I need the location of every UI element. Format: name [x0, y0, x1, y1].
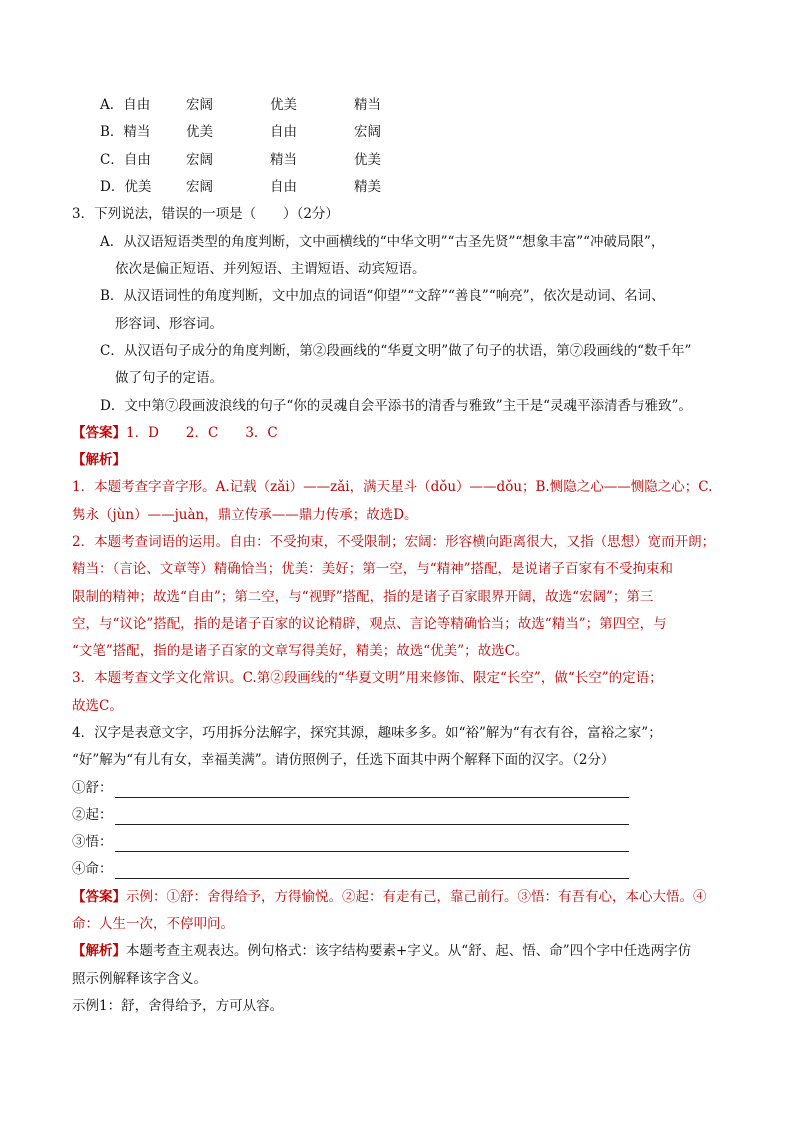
option-label: B．精当 — [100, 124, 151, 140]
explanation-2-line-1: 2．本题考查词语的运用。自由：不受拘束，不受限制；宏阔：形容横向距离很大，又指（思想）宽而开朗； — [72, 534, 716, 550]
q3-option-c: C．从汉语句子成分的角度判断，第②段画线的“华夏文明”做了句子的状语，第⑦段画线的“数千年” — [100, 343, 692, 359]
option-word: 宏阔 — [186, 152, 213, 168]
blank-label: ④命： — [72, 861, 113, 877]
q3-option-d: D．文中第⑦段画波浪线的句子“你的灵魂自会平添书的清香与雅致”主干是“灵魂平添清香与雅致”。 — [100, 398, 692, 414]
answer-line — [72, 423, 752, 443]
q2-option-d — [100, 177, 780, 197]
option-label: C．自由 — [100, 152, 151, 168]
q3-option-a: A．从汉语短语类型的角度判断，文中画横线的“中华文明”“古圣先贤”“想象丰富”“冲破局限”， — [100, 234, 665, 250]
option-word: 精当 — [354, 97, 381, 113]
q3-option-a-cont: 依次是偏正短语、并列短语、主谓短语、动宾短语。 — [115, 261, 426, 277]
blank-label: ②起： — [72, 807, 113, 823]
option-word: 优美 — [186, 124, 213, 140]
option-word: 宏阔 — [186, 97, 213, 113]
explanation-1-line-1: 1．本题考查字音字形。A.记载（zǎi）——zǎi，满天星斗（dǒu）——dǒu；B.恻隐之心——恻隐之心；C. — [72, 479, 713, 495]
q4-blank-2 — [72, 805, 752, 825]
option-word: 宏阔 — [354, 124, 381, 140]
analysis-4-line-1 — [72, 941, 752, 961]
option-word: 自由 — [270, 179, 297, 195]
answer-blank-line[interactable] — [115, 810, 629, 825]
q4-stem-line-1: 4．汉字是表意文字，巧用拆分法解字，探究其源，趣味多多。如“裕”解为“有衣有谷，富裕之家”； — [72, 725, 662, 741]
explanation-2-line-4: 空，与“议论”搭配，指的是诸子百家的议论精辟，观点、言论等精确恰当；故选“精当”；第四空，与 — [72, 616, 667, 632]
explanation-1-line-2: 隽永（jùn）——juàn，鼎立传承——鼎力传承；故选D。 — [72, 507, 418, 523]
explanation-2-line-3: 限制的精神；故选“自由”；第二空，与“视野”搭配，指的是诸子百家眼界开阔，故选“宏阔”；第三 — [72, 589, 654, 605]
q4-blank-1 — [72, 778, 752, 798]
q2-option-a — [100, 95, 780, 115]
q3-stem: 3．下列说法，错误的一项是（ ）（2分） — [72, 206, 339, 222]
option-word: 精美 — [354, 179, 381, 195]
explanation-3-line-1: 3．本题考查文学文化常识。C.第②段画线的“华夏文明”用来修饰、限定“长空”，做“长空”的定语； — [72, 670, 663, 686]
analysis-4-line-2: 照示例解释该字含义。 — [72, 971, 207, 987]
q4-stem-line-2: “好”解为“有儿有女，幸福美满”。请仿照例子，任选下面其中两个解释下面的汉字。（2分） — [72, 752, 615, 768]
option-word: 精当 — [270, 152, 297, 168]
answer-tag: 【答案】 — [72, 889, 126, 905]
answer-text: 1．D 2．C 3．C — [126, 425, 278, 441]
option-word: 宏阔 — [186, 179, 213, 195]
q3-option-c-cont: 做了句子的定语。 — [115, 370, 223, 386]
answer-blank-line[interactable] — [115, 783, 629, 798]
option-word: 优美 — [354, 152, 381, 168]
option-word: 自由 — [270, 124, 297, 140]
blank-label: ③悟： — [72, 834, 113, 850]
q3-option-b-cont: 形容词、形容词。 — [115, 316, 223, 332]
explanation-2-line-5: “文笔”搭配，指的是诸子百家的文章写得美好，精美；故选“优美”；故选C。 — [72, 643, 529, 659]
answer-tag: 【答案】 — [72, 425, 126, 441]
q2-option-b — [100, 122, 780, 142]
q3-option-b: B．从汉语词性的角度判断，文中加点的词语“仰望”“文辞”“善良”“响亮”，依次是动词、名词、 — [100, 288, 665, 304]
analysis-label: 【解析】 — [72, 943, 126, 959]
example-line: 示例1：舒，舍得给予，方可从容。 — [72, 998, 284, 1014]
option-label: D．优美 — [100, 179, 152, 195]
option-label: A．自由 — [100, 97, 151, 113]
q4-blank-4 — [72, 859, 752, 879]
explanation-3-line-2: 故选C。 — [72, 698, 123, 714]
answer-blank-line[interactable] — [115, 864, 629, 879]
option-word: 优美 — [270, 97, 297, 113]
explanation-2-line-2: 精当：（言论、文章等）精确恰当；优美：美好；第一空，与“精神”搭配，是说诸子百家有不受拘束和 — [72, 561, 674, 577]
answer-4-line-1 — [72, 887, 752, 907]
q2-option-c — [100, 150, 780, 170]
answer-4-line-2: 命：人生一次，不停叩问。 — [72, 916, 234, 932]
blank-label: ①舒： — [72, 780, 113, 796]
answer-blank-line[interactable] — [115, 837, 629, 852]
q4-blank-3 — [72, 832, 752, 852]
analysis-text: 本题考查主观表达。例句格式：该字结构要素+字义。从“舒、起、悟、命”四个字中任选两字仿 — [126, 943, 692, 959]
answer-text: 示例：①舒：舍得给予，方得愉悦。②起：有走有己，靠己前行。③悟：有吾有心，本心大悟。④ — [126, 889, 707, 905]
analysis-label: 【解析】 — [72, 452, 126, 468]
analysis-tag — [72, 450, 752, 470]
